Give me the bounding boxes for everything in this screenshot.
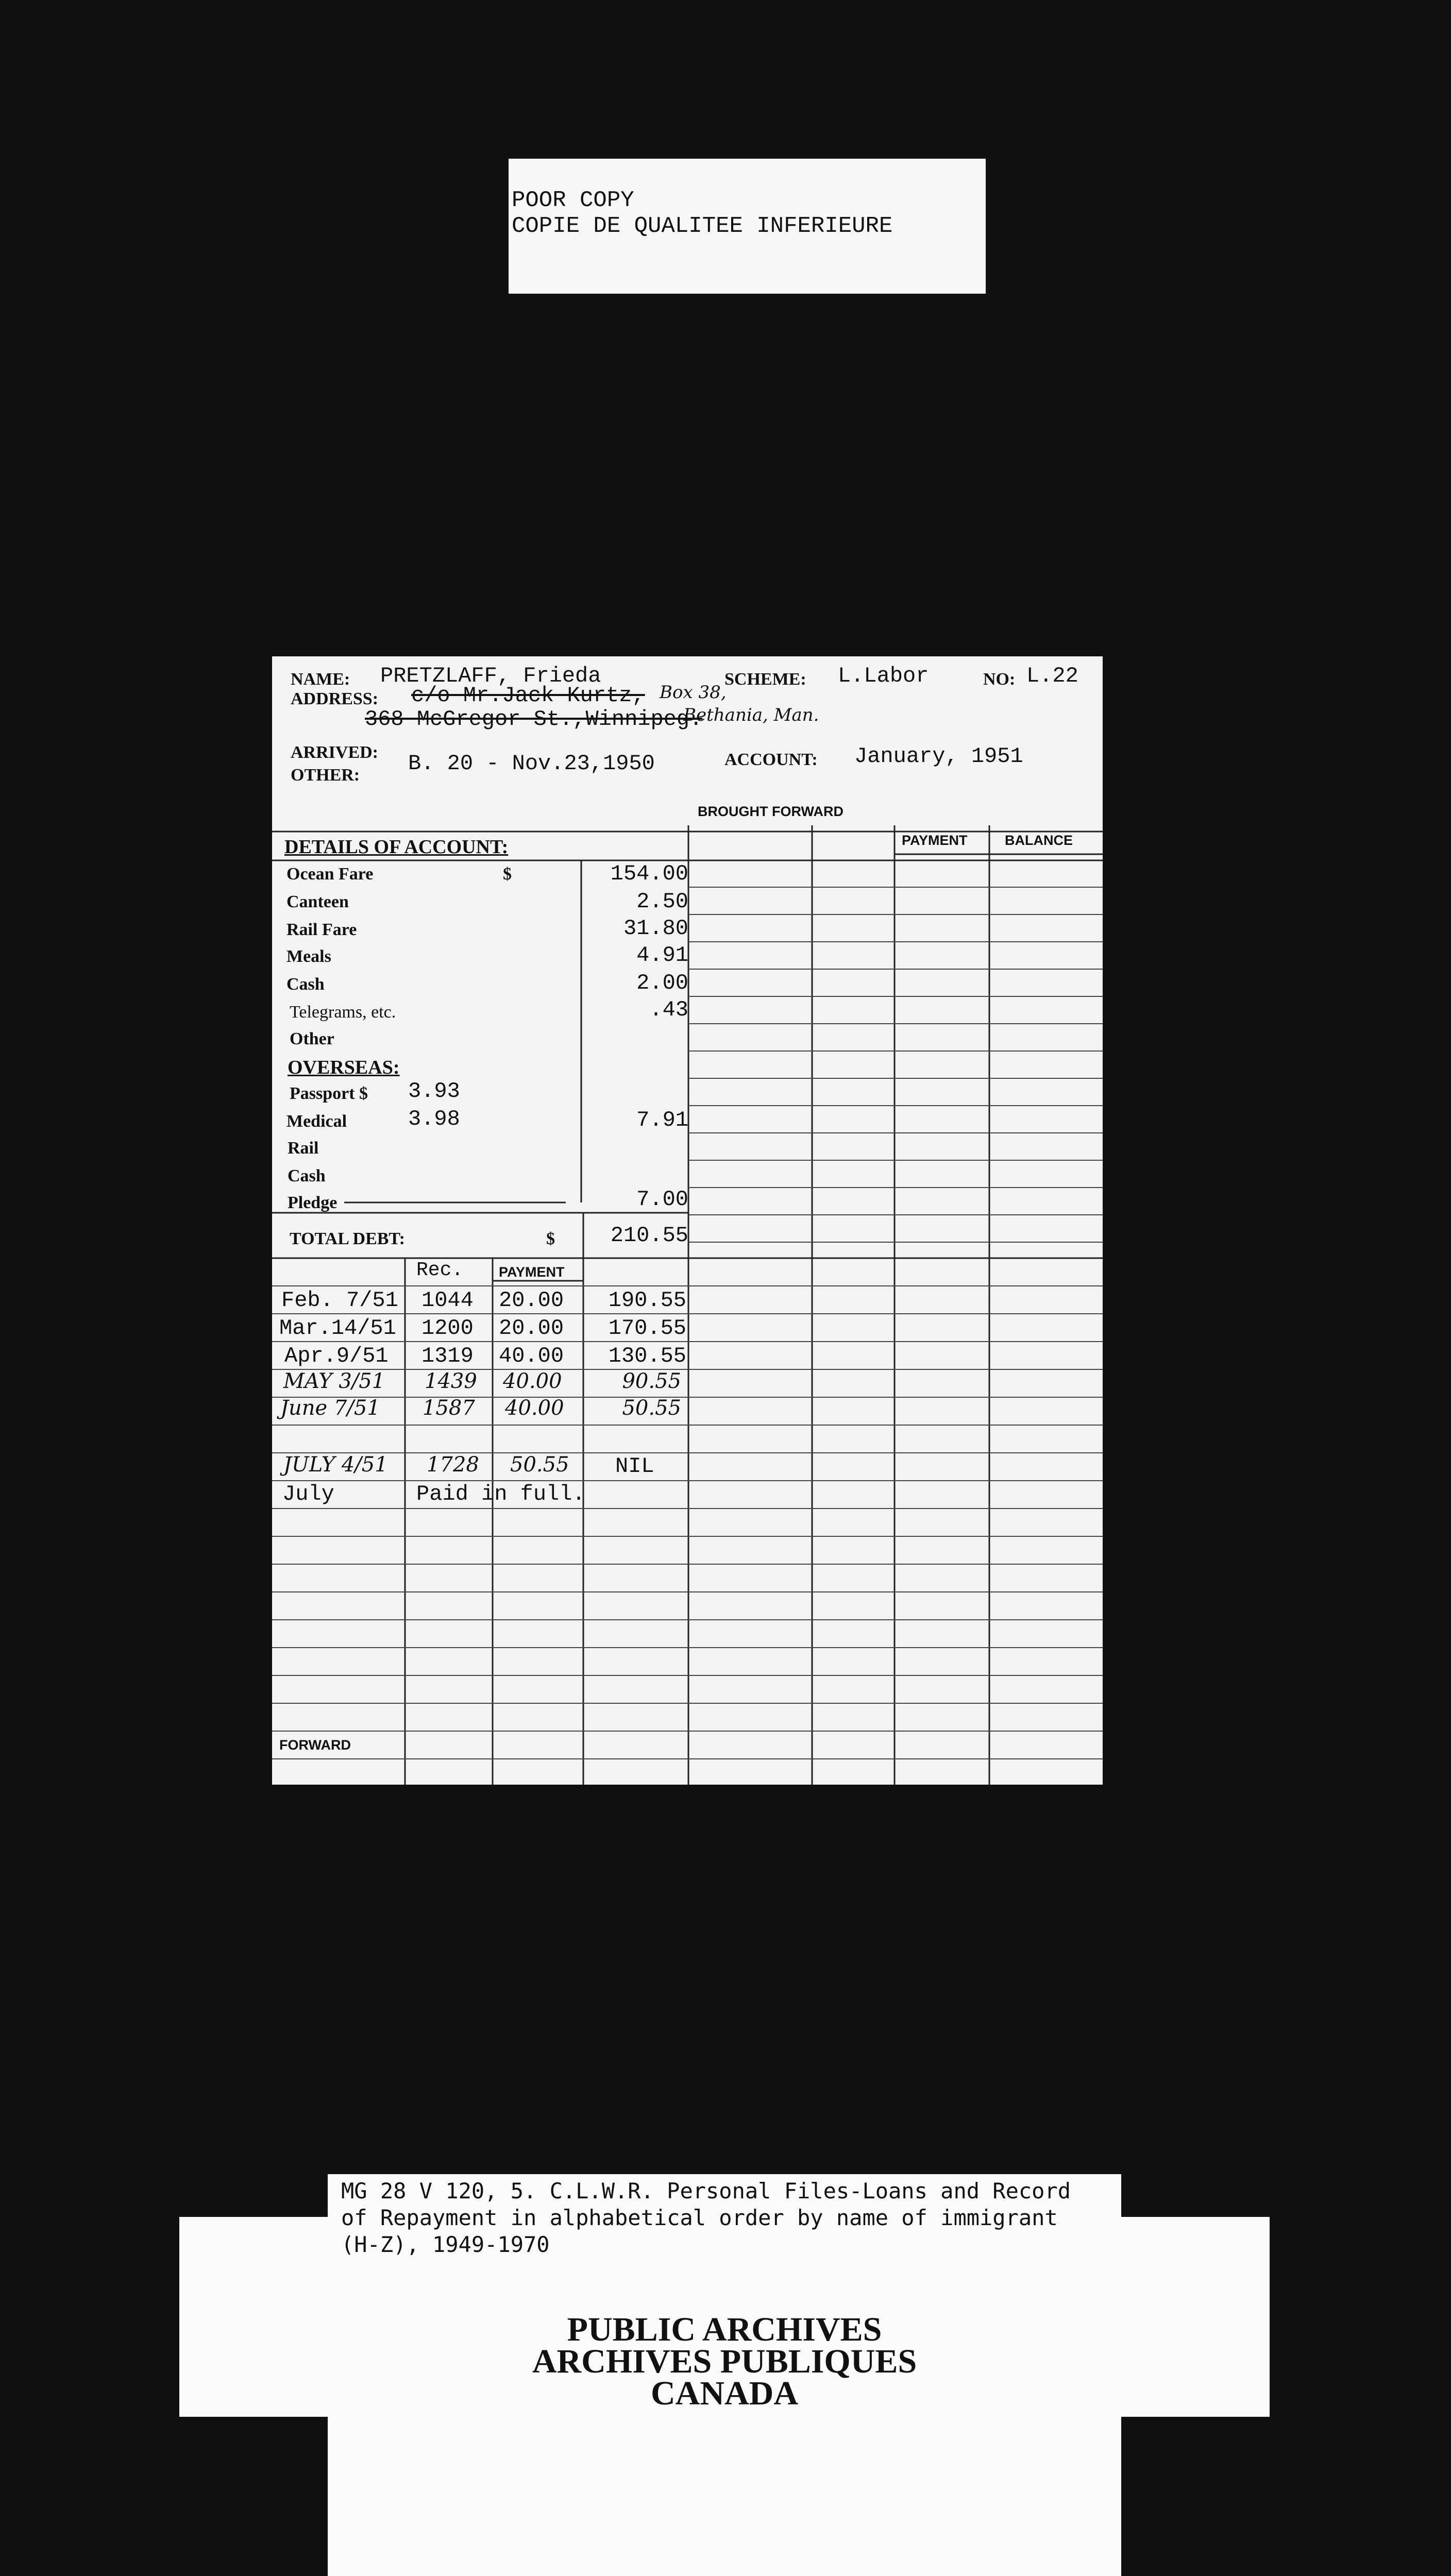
caption-line1: MG 28 V 120, 5. C.L.W.R. Personal Files-Loans and Record — [341, 2178, 1071, 2204]
payment-row-2-payment: 20.00 — [499, 1316, 564, 1341]
overseas-pledge-label: Pledge — [288, 1193, 338, 1212]
scheme-value: L.Labor — [838, 664, 929, 688]
no-value: L.22 — [1026, 664, 1078, 688]
overseas-cash-label: Cash — [288, 1166, 326, 1185]
card-ruling — [272, 656, 1103, 1785]
payment-row-4-date: MAY 3/51 — [283, 1369, 385, 1393]
item-rail-fare-amount: 31.80 — [623, 916, 688, 941]
poor-copy-line2: COPIE DE QUALITEE INFERIEURE — [512, 213, 893, 239]
total-debt-dollar: $ — [546, 1229, 555, 1248]
total-debt-value: 210.55 — [610, 1223, 688, 1248]
archives-line1: PUBLIC ARCHIVES — [567, 2311, 882, 2348]
overseas-medical-amount: 7.91 — [636, 1108, 688, 1132]
rec-header: Rec. — [416, 1259, 464, 1281]
overseas-medical-sub: 3.98 — [408, 1107, 460, 1131]
payment-row-1-balance: 190.55 — [608, 1288, 686, 1313]
item-cash-amount: 2.00 — [636, 971, 688, 995]
payment-row-2-balance: 170.55 — [608, 1316, 686, 1341]
payment-row-6-balance: NIL — [615, 1454, 654, 1479]
overseas-passport-label: Passport $ — [290, 1084, 368, 1103]
details-header: DETAILS OF ACCOUNT: — [284, 836, 509, 858]
archive-caption — [328, 2174, 1121, 2576]
payment-row-3-rec: 1319 — [421, 1344, 474, 1368]
archives-line3: CANADA — [651, 2375, 798, 2412]
payment-sub-header: PAYMENT — [499, 1264, 565, 1280]
address-line1-struck: c/o Mr.Jack Kurtz, — [411, 683, 645, 708]
address-line2-struck: 368 McGregor St.,Winnipeg. — [365, 707, 703, 732]
account-value: January, 1951 — [854, 744, 1023, 769]
balance-column-header: BALANCE — [1005, 833, 1073, 848]
poor-copy-line1: POOR COPY — [512, 188, 634, 213]
final-month: July — [282, 1482, 334, 1506]
payment-row-1-date: Feb. 7/51 — [281, 1288, 398, 1313]
name-label: NAME: — [291, 670, 350, 689]
item-ocean-fare-dollar: $ — [503, 865, 512, 884]
overseas-passport-sub: 3.93 — [408, 1079, 460, 1104]
overseas-medical-label: Medical — [286, 1112, 347, 1131]
archives-line2: ARCHIVES PUBLIQUES — [532, 2343, 917, 2380]
payment-row-3-payment: 40.00 — [499, 1344, 564, 1368]
item-canteen-label: Canteen — [286, 892, 349, 911]
address-line1-handwritten: Box 38, — [660, 682, 727, 703]
payment-row-2-date: Mar.14/51 — [279, 1316, 396, 1341]
overseas-rail-label: Rail — [288, 1139, 319, 1158]
poor-copy-stamp — [509, 159, 986, 294]
payment-row-4-rec: 1439 — [425, 1369, 477, 1393]
brought-forward-header: BROUGHT FORWARD — [698, 804, 843, 819]
scheme-label: SCHEME: — [724, 670, 806, 689]
item-telegrams-amount: .43 — [649, 997, 688, 1022]
total-debt-label: TOTAL DEBT: — [290, 1229, 405, 1248]
account-label: ACCOUNT: — [724, 750, 818, 769]
payment-row-2-rec: 1200 — [421, 1316, 474, 1341]
item-meals-label: Meals — [286, 947, 331, 966]
payment-column-header: PAYMENT — [902, 833, 968, 848]
payment-row-1-rec: 1044 — [421, 1288, 474, 1313]
payment-row-1-payment: 20.00 — [499, 1288, 564, 1313]
payment-row-5-balance: 50.55 — [622, 1396, 681, 1420]
address-label: ADDRESS: — [291, 689, 379, 708]
item-telegrams-label: Telegrams, etc. — [290, 1003, 396, 1022]
account-card — [272, 656, 1103, 1785]
payment-row-5-rec: 1587 — [423, 1396, 475, 1420]
payment-row-6-rec: 1728 — [427, 1453, 479, 1477]
payment-row-5-date: June 7/51 — [280, 1396, 380, 1420]
other-label: OTHER: — [291, 766, 360, 785]
item-ocean-fare-amount: 154.00 — [610, 861, 688, 886]
item-meals-amount: 4.91 — [636, 943, 688, 968]
payment-row-3-date: Apr.9/51 — [284, 1344, 389, 1368]
payment-row-5-payment: 40.00 — [505, 1396, 564, 1420]
item-rail-fare-label: Rail Fare — [286, 920, 357, 939]
overseas-pledge-amount: 7.00 — [636, 1187, 688, 1212]
arrived-value: B. 20 - Nov.23,1950 — [408, 751, 655, 776]
item-canteen-amount: 2.50 — [636, 889, 688, 914]
arrived-label: ARRIVED: — [291, 743, 378, 762]
name-value: PRETZLAFF, Frieda — [380, 664, 601, 688]
payment-row-6-payment: 50.55 — [510, 1453, 569, 1477]
final-note: Paid in full. — [416, 1482, 585, 1506]
forward-label: FORWARD — [279, 1737, 351, 1753]
payment-row-3-balance: 130.55 — [608, 1344, 686, 1368]
address-line2-handwritten: Bethania, Man. — [683, 705, 819, 725]
payment-row-4-payment: 40.00 — [503, 1369, 562, 1393]
item-cash-label: Cash — [286, 975, 325, 994]
item-ocean-fare-label: Ocean Fare — [286, 865, 374, 884]
no-label: NO: — [983, 670, 1016, 689]
caption-line2: of Repayment in alphabetical order by name of immigrant — [341, 2205, 1058, 2230]
payment-row-6-date: JULY 4/51 — [283, 1453, 388, 1477]
overseas-header: OVERSEAS: — [288, 1057, 400, 1078]
payment-row-4-balance: 90.55 — [622, 1369, 681, 1393]
caption-line3: (H-Z), 1949-1970 — [341, 2232, 550, 2257]
item-other-label: Other — [290, 1029, 334, 1048]
